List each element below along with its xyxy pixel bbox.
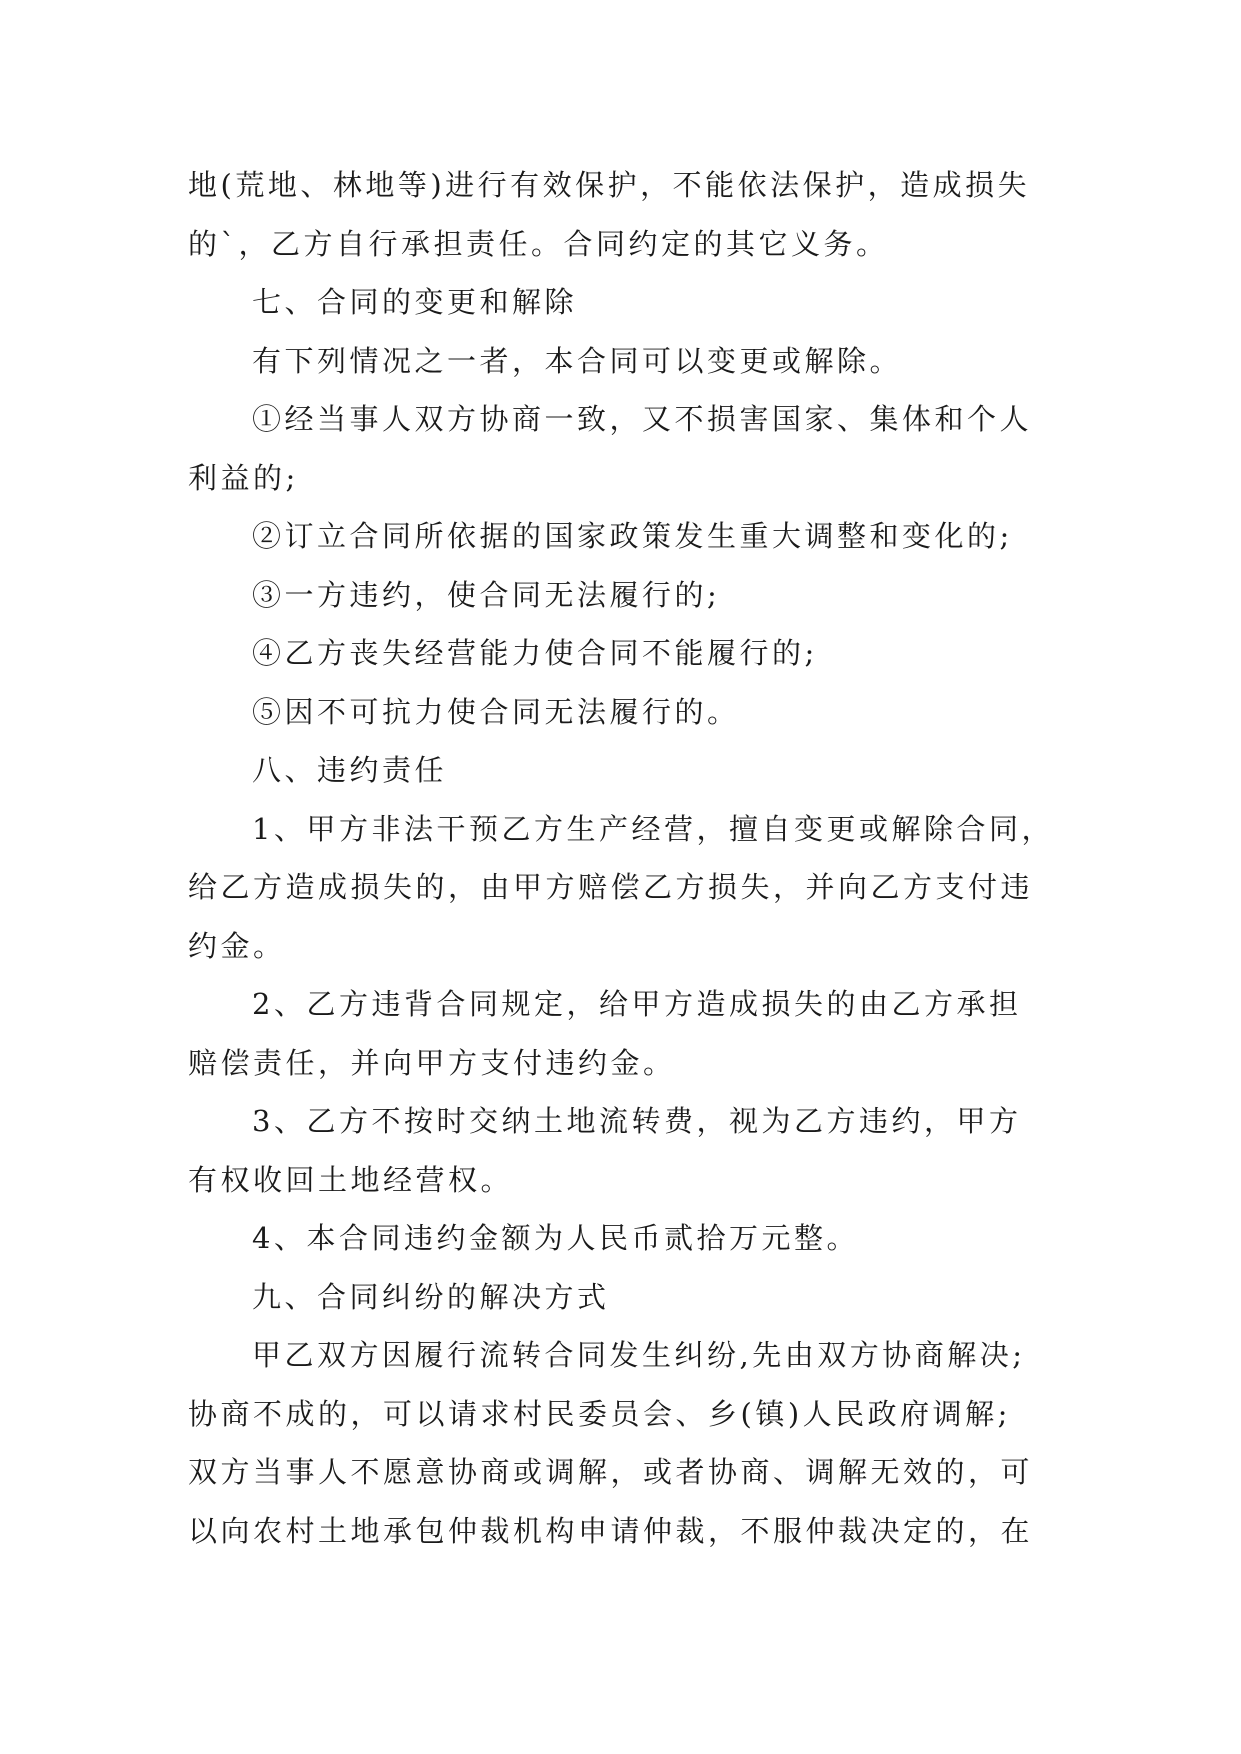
section-heading: 九、合同纠纷的解决方式 bbox=[252, 1279, 610, 1314]
list-item: 1、甲方非法干预乙方生产经营，擅自变更或解除合同， bbox=[252, 811, 1054, 846]
text-line: 赔偿责任，并向甲方支付违约金。 bbox=[188, 1045, 676, 1080]
text-line: 协商不成的，可以请求村民委员会、乡(镇)人民政府调解; bbox=[188, 1396, 1011, 1431]
text-line: 以向农村土地承包仲裁机构申请仲裁，不服仲裁决定的，在 bbox=[188, 1513, 1034, 1548]
text-line: 有下列情况之一者，本合同可以变更或解除。 bbox=[252, 343, 903, 378]
document-body bbox=[188, 156, 1056, 1560]
list-item: ②订立合同所依据的国家政策发生重大调整和变化的; bbox=[252, 519, 1013, 553]
text-line: 甲乙双方因履行流转合同发生纠纷,先由双方协商解决; bbox=[252, 1338, 1026, 1372]
text-line: 给乙方造成损失的，由甲方赔偿乙方损失，并向乙方支付违 bbox=[188, 870, 1034, 904]
section-heading: 七、合同的变更和解除 bbox=[252, 285, 578, 319]
list-item: ④乙方丧失经营能力使合同不能履行的; bbox=[252, 636, 818, 670]
text-line: 约金。 bbox=[188, 928, 286, 963]
list-item: ⑤因不可抗力使合同无法履行的。 bbox=[252, 694, 740, 729]
section-heading: 八、违约责任 bbox=[252, 753, 448, 787]
text-line: 双方当事人不愿意协商或调解，或者协商、调解无效的，可 bbox=[188, 1455, 1034, 1489]
list-item: 3、乙方不按时交纳土地流转费，视为乙方违约，甲方 bbox=[252, 1104, 1022, 1138]
list-item: 2、乙方违背合同规定，给甲方造成损失的由乙方承担 bbox=[252, 987, 1022, 1021]
text-line: 地(荒地、林地等)进行有效保护，不能依法保护，造成损失 bbox=[188, 168, 1031, 202]
list-item: ①经当事人双方协商一致，又不损害国家、集体和个人 bbox=[252, 402, 1033, 436]
list-item: ③一方违约，使合同无法履行的; bbox=[252, 577, 721, 612]
text-line: 的`，乙方自行承担责任。合同约定的其它义务。 bbox=[188, 226, 889, 261]
text-line: 利益的; bbox=[188, 460, 299, 495]
list-item: 4、本合同违约金额为人民币贰拾万元整。 bbox=[252, 1221, 859, 1255]
text-line: 有权收回土地经营权。 bbox=[188, 1162, 514, 1197]
